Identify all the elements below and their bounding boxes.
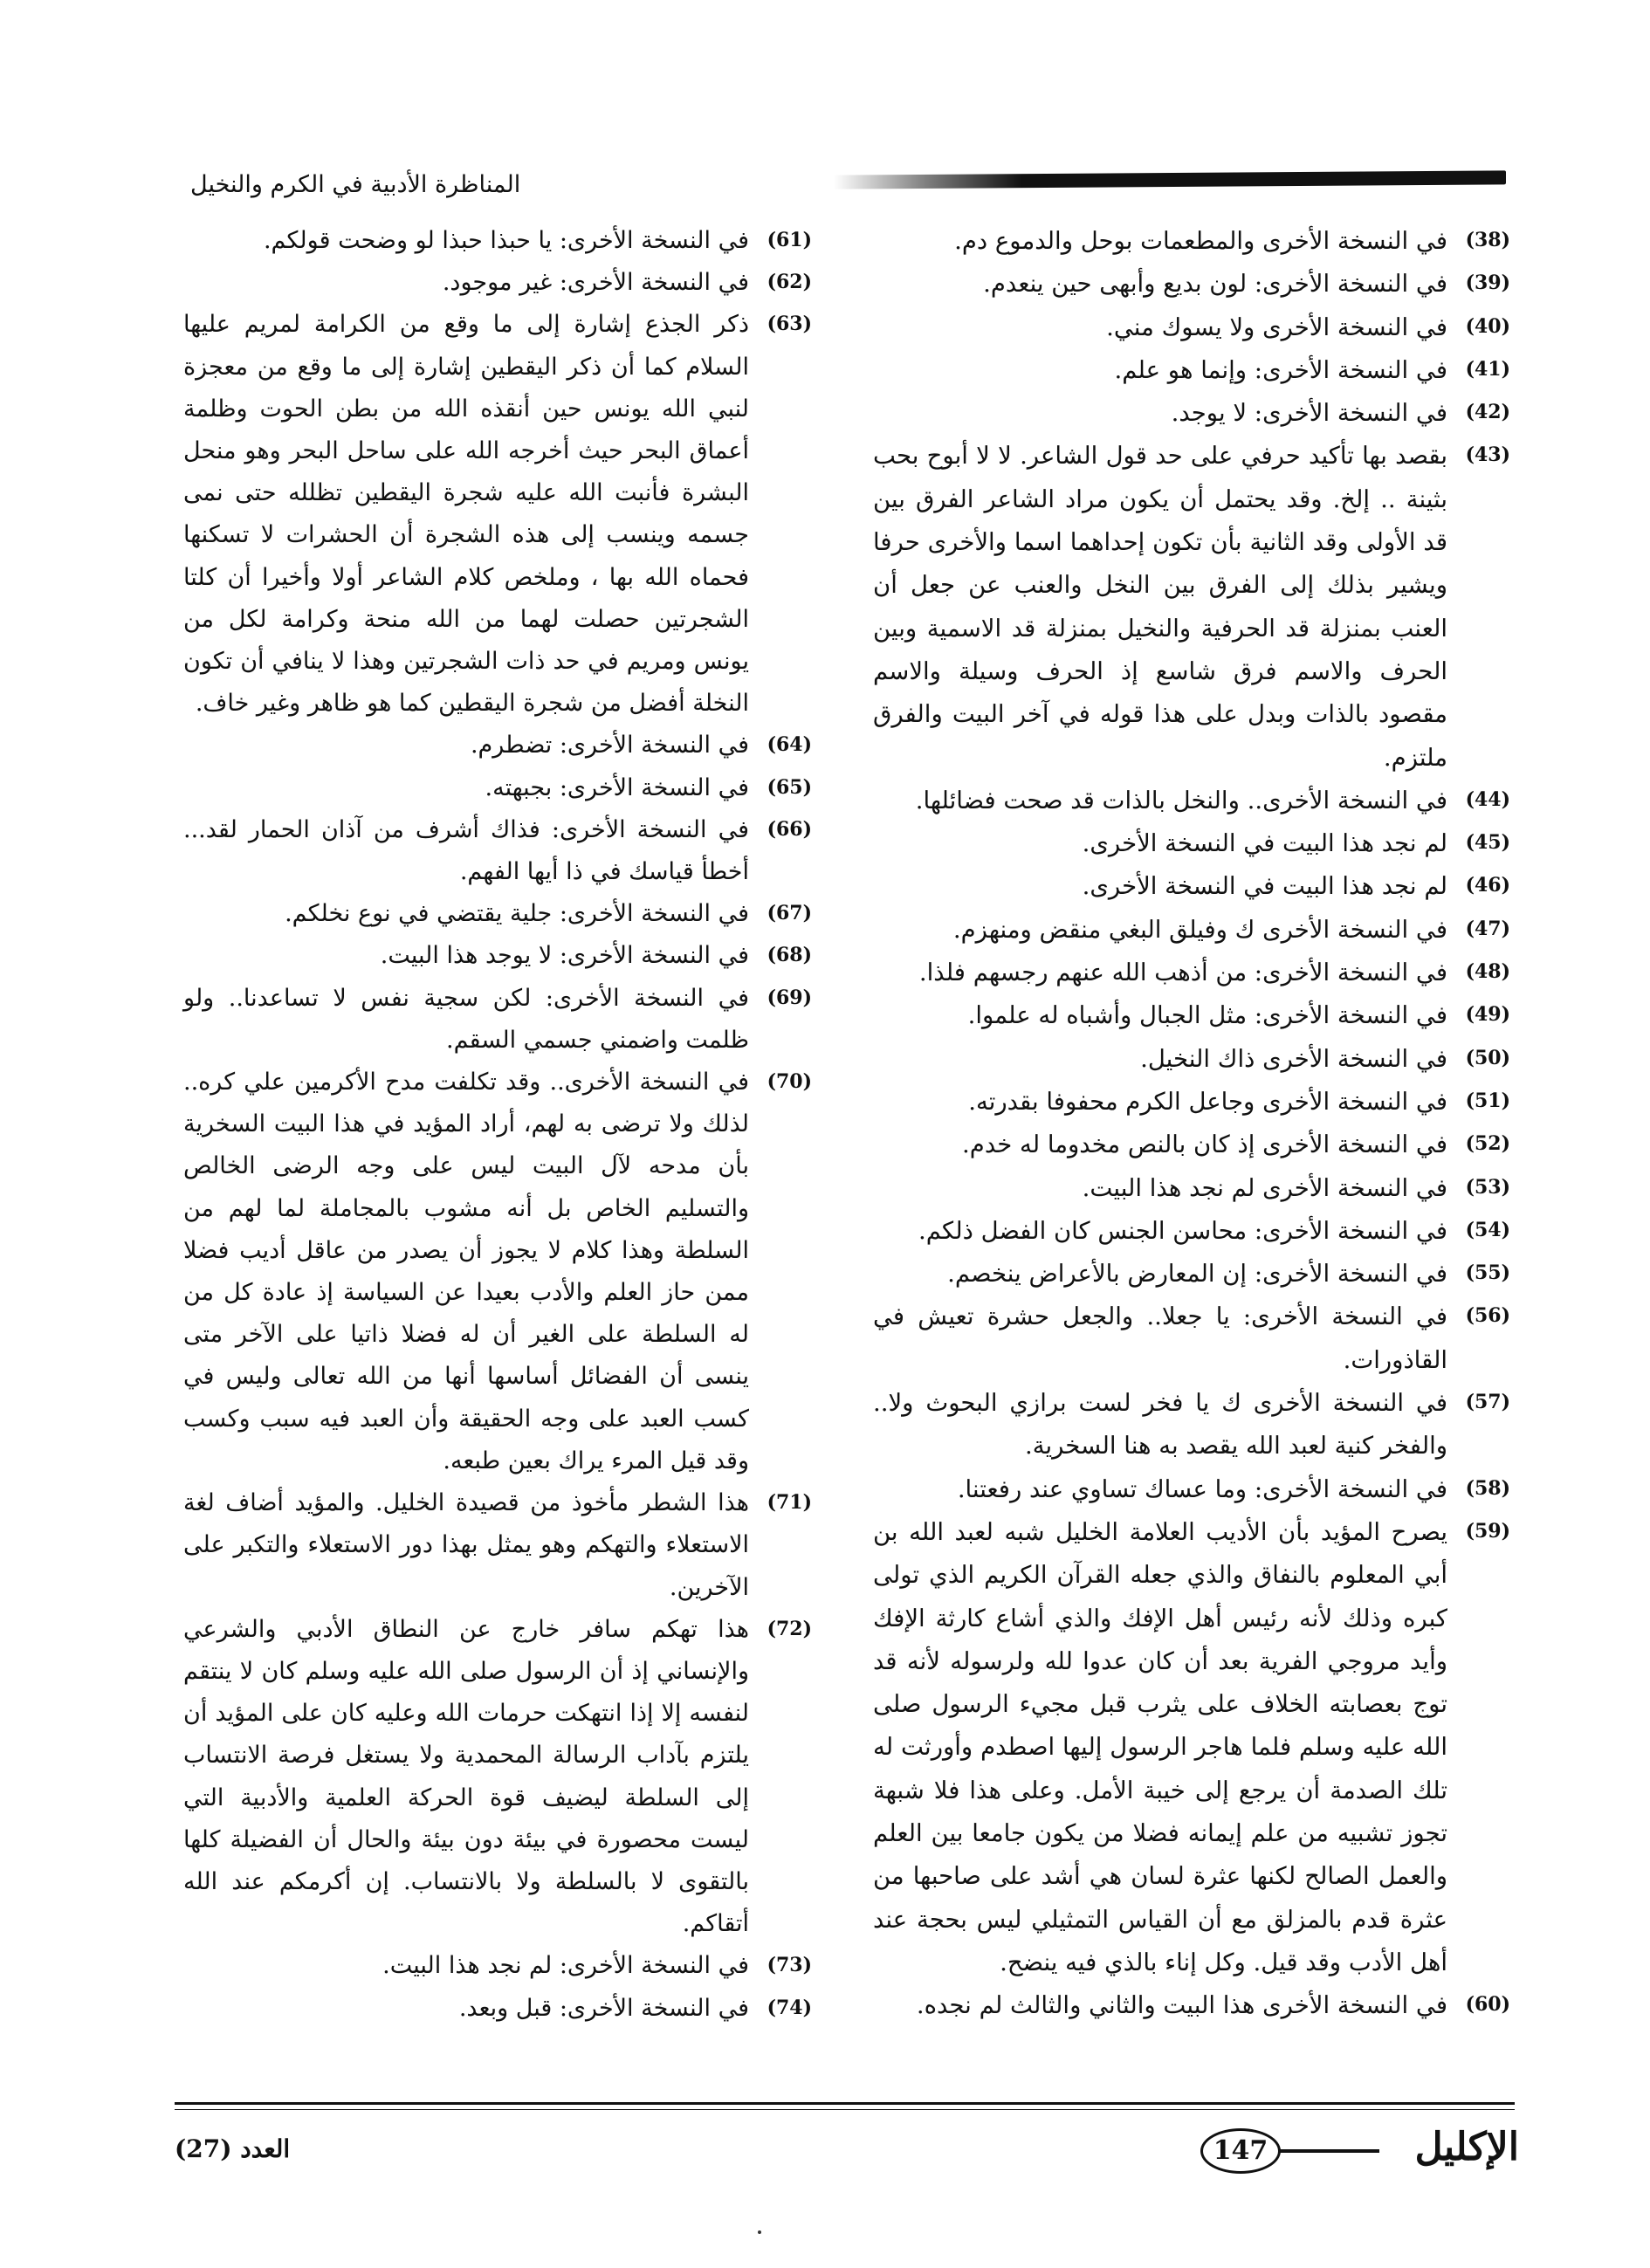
footnote <box>873 1081 1510 1124</box>
issue-number: العدد (27) <box>175 2134 291 2163</box>
footnote-number: (59) <box>1465 1519 1510 1543</box>
footer-rule <box>175 2102 1515 2105</box>
running-title: المناظرة الأدبية في الكرم والنخيل <box>190 171 521 198</box>
footnote-text: في النسخة الأخرى وجاعل الكرم محفوفا بقدرته. <box>968 1087 1447 1116</box>
footnote-text: في النسخة الأخرى: بجبهته. <box>485 773 749 801</box>
footnote-text: في النسخة الأخرى.. وقد تكلفت مدح الأكرمين علي كره.. لذلك ولا ترضى به لهم، أراد المؤيد في هذا البيت السخرية بأن مدحه لآل البيت ليس على وجه الرضى الخالص والتسليم الخاص بل أنه مشوب بالمجاملة لما لهم من السلطة وهذا كلام لا يجوز أن يصدر من عاقل أديب فضلا ممن حاز العلم والأدب بعيدا عن السياسة إذ عادة كل من له السلطة على الغير أن له فضلا ذاتيا على الآخر متى ينسى أن الفضائل أساسها أنها من الله تعالى وليس في كسب العبد على وجه الحقيقة وأن العبد فيه سبب وكسب وقد قيل المرء يراك بعين طبعه. <box>183 1069 749 1474</box>
footnote-number: (46) <box>1465 874 1510 897</box>
footnote-text: في النسخة الأخرى: لكن سجية نفس لا تساعدنا.. ولو ظلمت واضمني جسمي السقم. <box>183 984 749 1054</box>
footnote <box>873 865 1510 908</box>
footnote <box>873 1511 1510 1984</box>
footnote <box>183 1482 812 1609</box>
footnote-text: في النسخة الأخرى ذاك النخيل. <box>1140 1044 1447 1073</box>
right-column <box>873 220 1510 2027</box>
footnote <box>873 1210 1510 1253</box>
footnote-text: هذا تهكم سافر خارج عن النطاق الأدبي والشرعي والإنساني إذ أن الرسول صلى الله عليه وسلم كان لا ينتقم لنفسه إلا إذا انتهكت حرمات الله وعليه كان على المؤيد أن يلتزم بآداب الرسالة المحمدية ولا يستغل فرصة الانتساب إلى السلطة ليضيف قوة الحركة العلمية والأدبية التي ليست محصورة في بيئة دون بيئة والحال أن الفضيلة كلها بالتقوى لا بالسلطة ولا بالانتساب. إن أكرمكم عند الله أتقاكم. <box>183 1615 749 1938</box>
footnote-text: في النسخة الأخرى: لا يوجد هذا البيت. <box>380 942 749 970</box>
footnote <box>183 809 812 893</box>
footnote-text: في النسخة الأخرى هذا البيت والثاني والثالث لم نجده. <box>916 1991 1447 2020</box>
journal-logo: الإكليل <box>1414 2125 1519 2169</box>
footnote <box>873 306 1510 349</box>
footnote <box>183 1609 812 1946</box>
footnote <box>873 435 1510 779</box>
footnote-number: (44) <box>1465 787 1510 811</box>
footnote-text: في النسخة الأخرى: يا جعلا.. والجعل حشرة تعيش في القاذورات. <box>873 1302 1447 1374</box>
footnote <box>873 349 1510 392</box>
footnote-text: في النسخة الأخرى: من أذهب الله عنهم رجسهم فلذا. <box>918 959 1447 987</box>
footnote-number: (68) <box>767 944 812 967</box>
footnote-text: في النسخة الأخرى: لا يوجد. <box>1171 399 1447 428</box>
footnote <box>183 978 812 1062</box>
footnote-number: (53) <box>1465 1175 1510 1199</box>
footer-rule-thin <box>175 2109 1515 2110</box>
page-number: 147 <box>1200 2128 1281 2174</box>
left-column <box>183 220 812 2030</box>
footnote <box>873 1984 1510 2027</box>
footnote-number: (74) <box>767 1996 812 2019</box>
footnote <box>183 220 812 262</box>
footnote <box>183 262 812 304</box>
footnote <box>873 1382 1510 1468</box>
footnote-number: (41) <box>1465 357 1510 381</box>
footnote <box>873 1296 1510 1382</box>
footnote-number: (58) <box>1465 1476 1510 1500</box>
footnote-number: (72) <box>767 1617 812 1640</box>
footnote-number: (70) <box>767 1070 812 1094</box>
footnote <box>873 1468 1510 1511</box>
footnote-text: هذا الشطر مأخوذ من قصيدة الخليل. والمؤيد أضاف لغة الاستعلاء والتهكم وهو يمثل بهذا دور الاستعلاء والتكبر على الآخرين. <box>183 1489 749 1601</box>
footnote-text: في النسخة الأخرى: فذاك أشرف من آذان الحمار لقد... أخطأ قياسك في ذا أيها الفهم. <box>183 815 749 886</box>
footnote <box>873 220 1510 263</box>
footnote <box>873 952 1510 994</box>
footnote <box>183 304 812 725</box>
footer-dash <box>1279 2149 1379 2153</box>
footnote <box>873 1124 1510 1166</box>
footnote <box>873 780 1510 822</box>
footnote-text: في النسخة الأخرى: وإنما هو علم. <box>1114 355 1447 384</box>
footnote-number: (69) <box>767 986 812 1009</box>
footnote-text: في النسخة الأخرى: يا حبذا حبذا لو وضحت قولكم. <box>263 227 749 254</box>
header-rule <box>834 170 1506 189</box>
footnote-number: (71) <box>767 1491 812 1515</box>
footnote-number: (65) <box>767 775 812 799</box>
footnote-number: (60) <box>1465 1993 1510 2017</box>
footnote <box>183 1945 812 1987</box>
footnote <box>873 994 1510 1037</box>
footnote-number: (64) <box>767 733 812 757</box>
footnote-text: في النسخة الأخرى: إن المعارض بالأعراض ينخصم. <box>947 1260 1447 1289</box>
footnote-text: في النسخة الأخرى: جلية يقتضي في نوع نخلكم. <box>285 900 749 928</box>
footnote-text: ذكر الجذع إشارة إلى ما وقع من الكرامة لمريم عليها السلام كما أن ذكر اليقطين إشارة إلى ما وقع من معجزة لنبي الله يونس حين أنقذه الله من بطن الحوت وظلمة أعماق البحر حيث أخرجه الله على ساحل البحر وهو منحل البشرة فأنبت الله عليه شجرة اليقطين تظلله حتى نمى جسمه وينسب إلى هذه الشجرة أن الحشرات لا تسكنها فحماه الله بها ، وملخص كلام الشاعر أولا وأخيرا أن كلتا الشجرتين حصلت لهما من الله منحة وكرامة لكل من يونس ومريم في حد ذات الشجرتين وهذا لا ينافي أن تكون النخلة أفضل من شجرة اليقطين كما هو ظاهر وغير خاف. <box>183 311 749 718</box>
footnote <box>183 935 812 977</box>
footnote-number: (43) <box>1465 443 1510 467</box>
footnote-text: في النسخة الأخرى: لون بديع وأبهى حين ينعدم. <box>983 270 1447 299</box>
footnote-text: في النسخة الأخرى لم نجد هذا البيت. <box>1082 1173 1447 1202</box>
footnote-text: في النسخة الأخرى: تضطرم. <box>470 732 749 759</box>
footnote-number: (40) <box>1465 314 1510 338</box>
footnote-number: (42) <box>1465 401 1510 424</box>
footnote-text: في النسخة الأخرى: غير موجود. <box>442 269 749 297</box>
footnote-number: (51) <box>1465 1089 1510 1112</box>
footnote-number: (66) <box>767 817 812 841</box>
footnote <box>873 392 1510 435</box>
footnote-text: في النسخة الأخرى.. والنخل بالذات قد صحت فضائلها. <box>915 786 1447 814</box>
footnote-number: (45) <box>1465 831 1510 855</box>
footnote <box>873 822 1510 865</box>
footnote-number: (52) <box>1465 1132 1510 1156</box>
scan-dot <box>758 2230 761 2234</box>
footnote-number: (73) <box>767 1954 812 1977</box>
footnote <box>873 1253 1510 1296</box>
footnote-text: في النسخة الأخرى ك وفيلق البغي منقض ومنهزم. <box>952 915 1447 944</box>
footnote-number: (50) <box>1465 1046 1510 1069</box>
footnote-text: في النسخة الأخرى ولا يسوك مني. <box>1106 313 1447 341</box>
footnote-number: (56) <box>1465 1304 1510 1328</box>
footnote-number: (67) <box>767 902 812 925</box>
footnote <box>873 909 1510 952</box>
footnote-text: لم نجد هذا البيت في النسخة الأخرى. <box>1082 829 1447 858</box>
footnote-number: (62) <box>767 271 812 294</box>
footnote-number: (47) <box>1465 917 1510 940</box>
footnote-text: بقصد بها تأكيد حرفي على حد قول الشاعر. لا لا أبوح بحب بثينة .. إلخ. وقد يحتمل أن يكون مراد الشاعر الفرق بين قد الأولى وقد الثانية بأن تكون إحداهما اسما والأخرى حرفا ويشير بذلك إلى الفرق بين النخل والعنب عن جعل أن العنب بمنزلة قد الحرفية والنخيل بمنزلة قد الاسمية وبين الحرف والاسم فرق شاسع إذ الحرف وسيلة والاسم مقصود بالذات وبدل على هذا قوله في آخر البيت والفرق ملتزم. <box>873 442 1447 772</box>
footnote-number: (55) <box>1465 1261 1510 1285</box>
footnote-text: لم نجد هذا البيت في النسخة الأخرى. <box>1082 872 1447 901</box>
footnote-text: في النسخة الأخرى: وما عساك تساوي عند رفعتنا. <box>957 1474 1447 1503</box>
footnote <box>183 1988 812 2030</box>
footnote <box>183 725 812 766</box>
footnote-text: في النسخة الأخرى: قبل وبعد. <box>458 1994 749 2022</box>
footnote-text: في النسخة الأخرى: لم نجد هذا البيت. <box>382 1952 749 1980</box>
footnote-text: في النسخة الأخرى ك يا فخر لست برازي البحوث ولا.. والفخر كنية لعبد الله يقصد به هنا السخرية. <box>873 1389 1447 1460</box>
footnote <box>873 1167 1510 1210</box>
footnote-number: (49) <box>1465 1003 1510 1027</box>
footnote-number: (48) <box>1465 960 1510 984</box>
footnote-text: يصرح المؤيد بأن الأديب العلامة الخليل شبه لعبد الله بن أبي المعلوم بالنفاق والذي جعله القرآن الكريم الذي تولى كبره وذلك لأنه رئيس أهل الإفك والذي أشاع كارثة الإفك وأيد مروجي الفرية بعد أن كان عدوا لله ولرسوله لأنه قد توج بعصابته الخلاف على يثرب قبل مجيء الرسول صلى الله عليه وسلم فلما هاجر الرسول إليها اصطدم وأورثت له تلك الصدمة أن يرجع إلى خيبة الأمل. وعلى هذا فلا شبهة تجوز تشبيه من علم إيمانه فضلا من يكون جامعا بين العلم والعمل الصالح لكنها عثرة لسان هي أشد على صاحبها من عثرة قدم بالمزلق مع أن القياس التمثيلي ليس بحجة عند أهل الأدب وقد قيل. وكل إناء بالذي فيه ينضح. <box>873 1517 1447 1976</box>
footnote <box>183 767 812 809</box>
footnote <box>873 1038 1510 1081</box>
footnote-number: (61) <box>767 229 812 251</box>
footnote-text: في النسخة الأخرى: محاسن الجنس كان الفضل ذلكم. <box>918 1216 1447 1245</box>
footnote-number: (38) <box>1465 229 1510 251</box>
footnote <box>183 1062 812 1482</box>
footnote-text: في النسخة الأخرى والمطعمات بوحل والدموع دم. <box>954 227 1447 255</box>
footnote <box>183 893 812 935</box>
footnote-text: في النسخة الأخرى: مثل الجبال وأشباه له علموا. <box>967 1001 1447 1030</box>
footnote-number: (63) <box>767 313 812 336</box>
footnote-number: (54) <box>1465 1218 1510 1241</box>
footnote <box>873 263 1510 306</box>
footnote-number: (39) <box>1465 271 1510 295</box>
footnote-number: (57) <box>1465 1391 1510 1414</box>
footnote-text: في النسخة الأخرى إذ كان بالنص مخدوما له خدم. <box>962 1131 1447 1159</box>
